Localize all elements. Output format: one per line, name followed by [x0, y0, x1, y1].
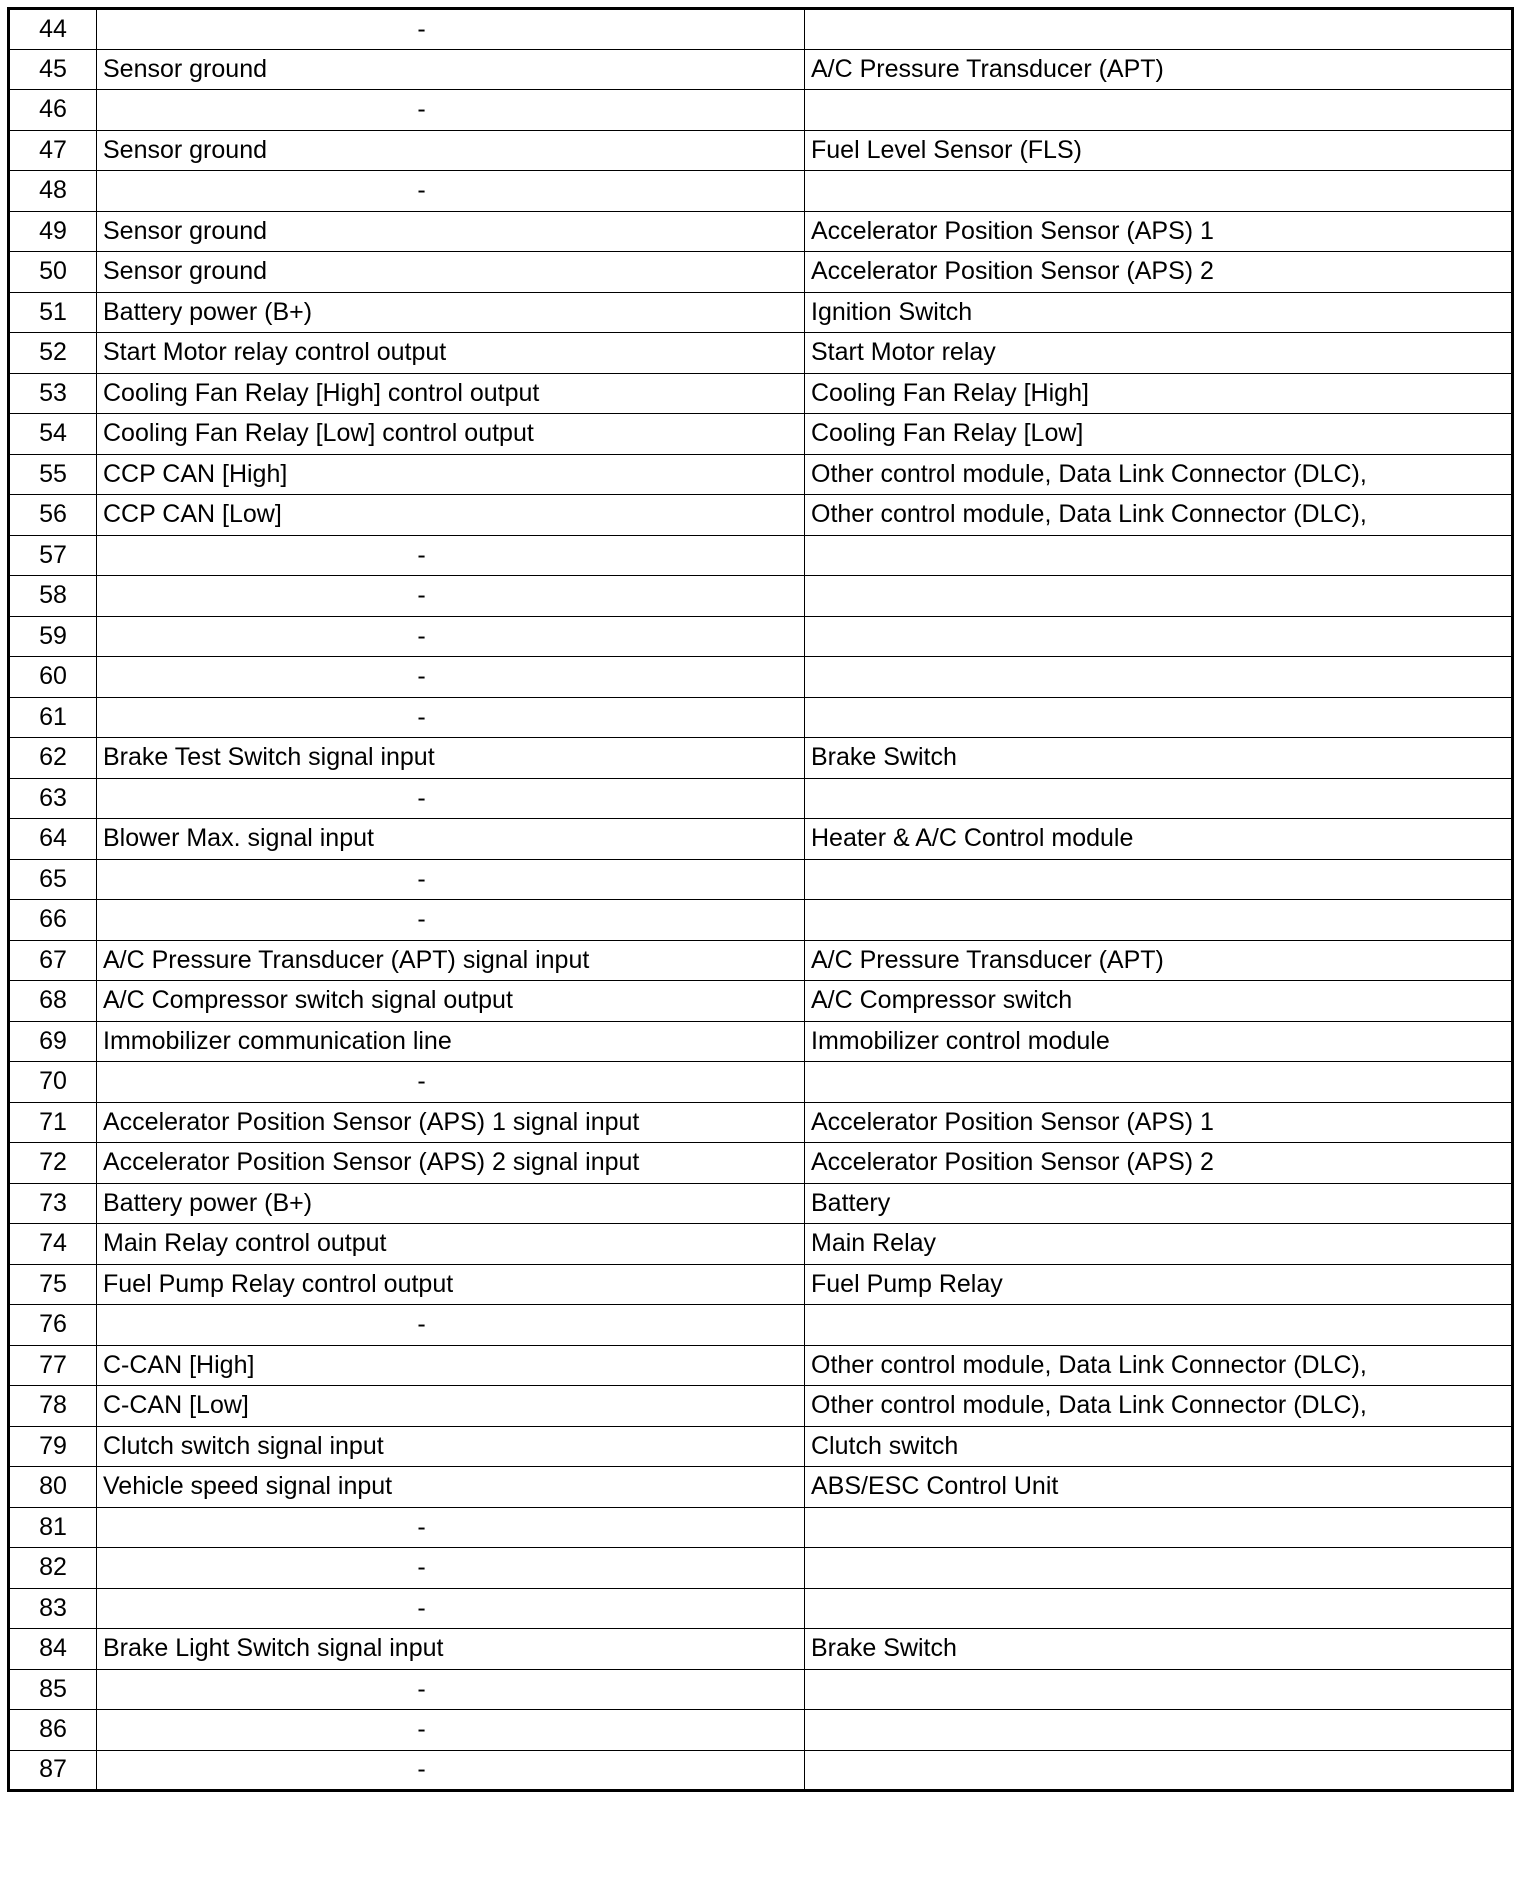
pin-number-cell: 71	[9, 1102, 97, 1143]
pin-description-cell: Vehicle speed signal input	[97, 1467, 805, 1508]
table-row	[9, 130, 1513, 171]
connected-to-cell: Brake Switch	[805, 738, 1513, 779]
table-row	[9, 1588, 1513, 1629]
connected-to-cell: Other control module, Data Link Connector (DLC),	[805, 1345, 1513, 1386]
table-row	[9, 373, 1513, 414]
table-row	[9, 333, 1513, 374]
pin-number-cell: 58	[9, 576, 97, 617]
connected-to-cell	[805, 1669, 1513, 1710]
pin-number-cell: 56	[9, 495, 97, 536]
table-row	[9, 1548, 1513, 1589]
connected-to-cell	[805, 576, 1513, 617]
table-row	[9, 819, 1513, 860]
pin-description-cell: Cooling Fan Relay [High] control output	[97, 373, 805, 414]
connected-to-cell: Accelerator Position Sensor (APS) 2	[805, 1143, 1513, 1184]
table-row	[9, 697, 1513, 738]
pin-description-cell: -	[97, 9, 805, 50]
pin-number-cell: 61	[9, 697, 97, 738]
pin-description-cell: C-CAN [Low]	[97, 1386, 805, 1427]
pin-number-cell: 65	[9, 859, 97, 900]
connected-to-cell: Accelerator Position Sensor (APS) 2	[805, 252, 1513, 293]
pin-description-cell: -	[97, 1750, 805, 1791]
connected-to-cell: Other control module, Data Link Connector (DLC),	[805, 454, 1513, 495]
pin-description-cell: Main Relay control output	[97, 1224, 805, 1265]
pin-number-cell: 76	[9, 1305, 97, 1346]
connected-to-cell	[805, 1062, 1513, 1103]
pin-number-cell: 73	[9, 1183, 97, 1224]
connected-to-cell	[805, 90, 1513, 131]
table-row	[9, 1426, 1513, 1467]
table-row	[9, 252, 1513, 293]
pin-number-cell: 83	[9, 1588, 97, 1629]
table-row	[9, 1507, 1513, 1548]
connected-to-cell: Battery	[805, 1183, 1513, 1224]
table-row	[9, 1264, 1513, 1305]
connected-to-cell: Immobilizer control module	[805, 1021, 1513, 1062]
pin-description-cell: Immobilizer communication line	[97, 1021, 805, 1062]
table-row	[9, 778, 1513, 819]
table-row	[9, 616, 1513, 657]
pin-table	[7, 7, 1514, 1792]
table-row	[9, 1102, 1513, 1143]
connected-to-cell: A/C Pressure Transducer (APT)	[805, 940, 1513, 981]
connected-to-cell: A/C Pressure Transducer (APT)	[805, 49, 1513, 90]
pin-number-cell: 66	[9, 900, 97, 941]
pin-description-cell: Battery power (B+)	[97, 292, 805, 333]
pin-description-cell: Battery power (B+)	[97, 1183, 805, 1224]
connected-to-cell	[805, 1548, 1513, 1589]
table-row	[9, 1224, 1513, 1265]
pin-description-cell: -	[97, 1588, 805, 1629]
pin-number-cell: 72	[9, 1143, 97, 1184]
table-row	[9, 1386, 1513, 1427]
table-row	[9, 49, 1513, 90]
pin-number-cell: 77	[9, 1345, 97, 1386]
pin-description-cell: Brake Test Switch signal input	[97, 738, 805, 779]
pin-description-cell: Sensor ground	[97, 130, 805, 171]
table-row	[9, 1669, 1513, 1710]
pin-number-cell: 48	[9, 171, 97, 212]
pin-description-cell: -	[97, 657, 805, 698]
pin-description-cell: Blower Max. signal input	[97, 819, 805, 860]
connected-to-cell	[805, 859, 1513, 900]
connected-to-cell	[805, 616, 1513, 657]
pin-number-cell: 78	[9, 1386, 97, 1427]
pin-description-cell: Brake Light Switch signal input	[97, 1629, 805, 1670]
connected-to-cell	[805, 900, 1513, 941]
table-row	[9, 1062, 1513, 1103]
pin-number-cell: 79	[9, 1426, 97, 1467]
pin-number-cell: 59	[9, 616, 97, 657]
pin-number-cell: 70	[9, 1062, 97, 1103]
connected-to-cell	[805, 1588, 1513, 1629]
table-row	[9, 454, 1513, 495]
pin-number-cell: 47	[9, 130, 97, 171]
connected-to-cell: ABS/ESC Control Unit	[805, 1467, 1513, 1508]
connected-to-cell	[805, 9, 1513, 50]
pin-description-cell: -	[97, 900, 805, 941]
connected-to-cell: Cooling Fan Relay [High]	[805, 373, 1513, 414]
pin-description-cell: A/C Pressure Transducer (APT) signal input	[97, 940, 805, 981]
connected-to-cell	[805, 778, 1513, 819]
table-row	[9, 940, 1513, 981]
table-row	[9, 1629, 1513, 1670]
connected-to-cell: Other control module, Data Link Connector (DLC),	[805, 495, 1513, 536]
connected-to-cell: Start Motor relay	[805, 333, 1513, 374]
pin-description-cell: -	[97, 778, 805, 819]
pin-number-cell: 46	[9, 90, 97, 131]
table-row	[9, 90, 1513, 131]
connected-to-cell: Clutch switch	[805, 1426, 1513, 1467]
table-row	[9, 1467, 1513, 1508]
pin-number-cell: 62	[9, 738, 97, 779]
pin-number-cell: 55	[9, 454, 97, 495]
pin-number-cell: 52	[9, 333, 97, 374]
pin-number-cell: 85	[9, 1669, 97, 1710]
table-row	[9, 1750, 1513, 1791]
connected-to-cell	[805, 1750, 1513, 1791]
table-row	[9, 171, 1513, 212]
pin-number-cell: 57	[9, 535, 97, 576]
table-row	[9, 900, 1513, 941]
pin-description-cell: -	[97, 171, 805, 212]
pin-number-cell: 64	[9, 819, 97, 860]
table-row	[9, 1021, 1513, 1062]
pin-description-cell: Clutch switch signal input	[97, 1426, 805, 1467]
connected-to-cell	[805, 1710, 1513, 1751]
table-row	[9, 657, 1513, 698]
pin-number-cell: 75	[9, 1264, 97, 1305]
pin-description-cell: -	[97, 616, 805, 657]
connected-to-cell: Ignition Switch	[805, 292, 1513, 333]
table-row	[9, 1143, 1513, 1184]
pin-number-cell: 87	[9, 1750, 97, 1791]
pin-number-cell: 74	[9, 1224, 97, 1265]
pin-number-cell: 86	[9, 1710, 97, 1751]
connected-to-cell: Accelerator Position Sensor (APS) 1	[805, 1102, 1513, 1143]
table-row	[9, 292, 1513, 333]
pin-number-cell: 69	[9, 1021, 97, 1062]
connected-to-cell: Main Relay	[805, 1224, 1513, 1265]
pin-description-cell: -	[97, 859, 805, 900]
connected-to-cell: Heater & A/C Control module	[805, 819, 1513, 860]
connected-to-cell	[805, 657, 1513, 698]
pin-number-cell: 80	[9, 1467, 97, 1508]
pin-description-cell: -	[97, 1305, 805, 1346]
connected-to-cell: Accelerator Position Sensor (APS) 1	[805, 211, 1513, 252]
pin-description-cell: -	[97, 535, 805, 576]
table-row	[9, 535, 1513, 576]
pin-description-cell: Cooling Fan Relay [Low] control output	[97, 414, 805, 455]
pin-description-cell: -	[97, 1507, 805, 1548]
table-row	[9, 211, 1513, 252]
table-row	[9, 414, 1513, 455]
table-row	[9, 1710, 1513, 1751]
table-row	[9, 576, 1513, 617]
connected-to-cell	[805, 697, 1513, 738]
table-row	[9, 9, 1513, 50]
table-row	[9, 738, 1513, 779]
table-row	[9, 1345, 1513, 1386]
pin-description-cell: CCP CAN [Low]	[97, 495, 805, 536]
pin-description-cell: C-CAN [High]	[97, 1345, 805, 1386]
connected-to-cell	[805, 1305, 1513, 1346]
connected-to-cell: Fuel Level Sensor (FLS)	[805, 130, 1513, 171]
pin-number-cell: 45	[9, 49, 97, 90]
connected-to-cell: A/C Compressor switch	[805, 981, 1513, 1022]
pin-number-cell: 63	[9, 778, 97, 819]
pin-description-cell: Start Motor relay control output	[97, 333, 805, 374]
pin-description-cell: Sensor ground	[97, 252, 805, 293]
table-row	[9, 495, 1513, 536]
pin-number-cell: 44	[9, 9, 97, 50]
pin-description-cell: Sensor ground	[97, 211, 805, 252]
pin-description-cell: -	[97, 697, 805, 738]
pin-number-cell: 53	[9, 373, 97, 414]
pin-number-cell: 49	[9, 211, 97, 252]
pin-description-cell: Fuel Pump Relay control output	[97, 1264, 805, 1305]
table-row	[9, 1305, 1513, 1346]
pin-number-cell: 84	[9, 1629, 97, 1670]
connected-to-cell: Fuel Pump Relay	[805, 1264, 1513, 1305]
pin-description-cell: -	[97, 576, 805, 617]
pin-description-cell: Accelerator Position Sensor (APS) 1 signal input	[97, 1102, 805, 1143]
pin-number-cell: 50	[9, 252, 97, 293]
pin-description-cell: -	[97, 1548, 805, 1589]
pin-description-cell: CCP CAN [High]	[97, 454, 805, 495]
pin-description-cell: Sensor ground	[97, 49, 805, 90]
pin-number-cell: 60	[9, 657, 97, 698]
connected-to-cell	[805, 1507, 1513, 1548]
pin-number-cell: 67	[9, 940, 97, 981]
connected-to-cell	[805, 535, 1513, 576]
connected-to-cell: Cooling Fan Relay [Low]	[805, 414, 1513, 455]
connected-to-cell: Brake Switch	[805, 1629, 1513, 1670]
pin-number-cell: 81	[9, 1507, 97, 1548]
pin-description-cell: Accelerator Position Sensor (APS) 2 signal input	[97, 1143, 805, 1184]
table-row	[9, 859, 1513, 900]
pin-table-body	[9, 9, 1513, 1791]
pin-description-cell: -	[97, 90, 805, 131]
pin-description-cell: A/C Compressor switch signal output	[97, 981, 805, 1022]
pin-number-cell: 68	[9, 981, 97, 1022]
table-row	[9, 981, 1513, 1022]
connected-to-cell	[805, 171, 1513, 212]
pin-number-cell: 54	[9, 414, 97, 455]
pin-description-cell: -	[97, 1669, 805, 1710]
connected-to-cell: Other control module, Data Link Connector (DLC),	[805, 1386, 1513, 1427]
table-row	[9, 1183, 1513, 1224]
pin-number-cell: 51	[9, 292, 97, 333]
pin-description-cell: -	[97, 1062, 805, 1103]
pin-number-cell: 82	[9, 1548, 97, 1589]
pin-description-cell: -	[97, 1710, 805, 1751]
